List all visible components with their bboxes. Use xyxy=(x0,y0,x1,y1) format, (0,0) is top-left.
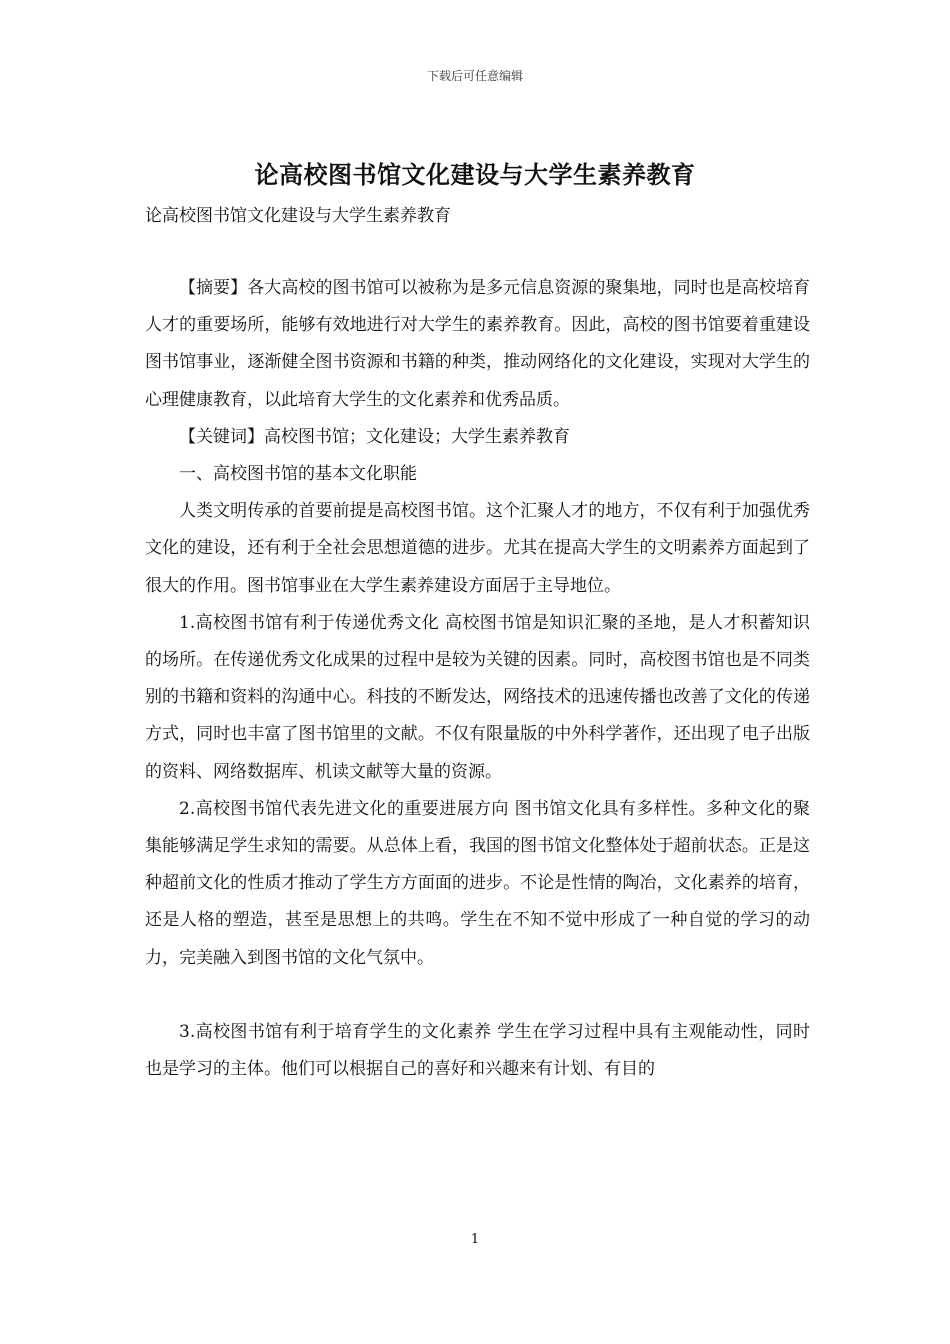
section-intro-paragraph: 人类文明传承的首要前提是高校图书馆。这个汇聚人才的地方，不仅有利于加强优秀文化的建设，还有利于全社会思想道德的进步。尤其在提高大学生的文明素养方面起到了很大的作用。图书馆事业在大学生素养建设方面居于主导地位。 xyxy=(145,501,810,596)
section-heading: 一、高校图书馆的基本文化职能 xyxy=(179,464,417,485)
point-3-paragraph: 3.高校图书馆有利于培育学生的文化素养 学生在学习过程中具有主观能动性，同时也是学习的主体。他们可以根据自己的喜好和兴趣来有计划、有目的 xyxy=(145,1021,810,1080)
document-body xyxy=(145,270,810,1088)
document-title: 论高校图书馆文化建设与大学生素养教育 xyxy=(254,160,696,189)
point-2-paragraph: 2.高校图书馆代表先进文化的重要进展方向 图书馆文化具有多样性。多种文化的聚集能够满足学生求知的需要。从总体上看，我国的图书馆文化整体处于超前状态。正是这种超前文化的性质才推动了学生方方面面的进步。不论是性情的陶冶，文化素养的培育，还是人格的塑造，甚至是思想上的共鸣。学生在不知不觉中形成了一种自觉的学习的动力，完美融入到图书馆的文化气氛中。 xyxy=(145,798,810,968)
page-header-note: 下载后可任意编辑 xyxy=(426,69,523,83)
page-number: 1 xyxy=(470,1232,480,1247)
point-1-paragraph: 1.高校图书馆有利于传递优秀文化 高校图书馆是知识汇聚的圣地，是人才积蓄知识的场所。在传递优秀文化成果的过程中是较为关键的因素。同时，高校图书馆也是不同类别的书籍和资料的沟通中心。科技的不断发达，网络技术的迅速传播也改善了文化的传递方式，同时也丰富了图书馆里的文献。不仅有限量版的中外科学著作，还出现了电子出版的资料、网络数据库、机读文献等大量的资源。 xyxy=(145,612,810,782)
document-subtitle: 论高校图书馆文化建设与大学生素养教育 xyxy=(145,206,451,226)
keywords-paragraph: 【关键词】高校图书馆；文化建设；大学生素养教育 xyxy=(179,426,570,447)
abstract-paragraph: 【摘要】各大高校的图书馆可以被称为是多元信息资源的聚集地，同时也是高校培育人才的重要场所，能够有效地进行对大学生的素养教育。因此，高校的图书馆要着重建设图书馆事业，逐渐健全图书资源和书籍的种类，推动网络化的文化建设，实现对大学生的心理健康教育，以此培育大学生的文化素养和优秀品质。 xyxy=(145,278,810,410)
